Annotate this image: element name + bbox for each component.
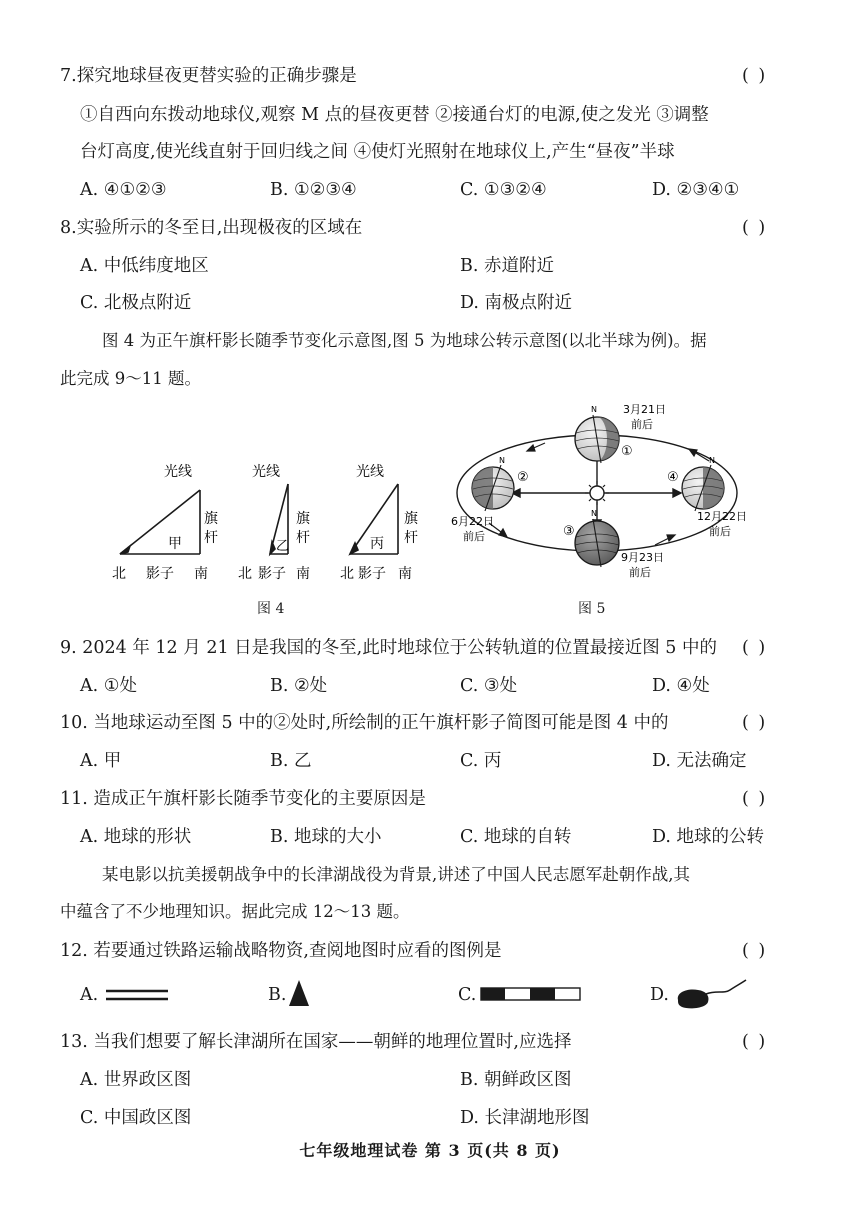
q12-option-a[interactable]: A. (80, 985, 99, 1005)
intro-9-11-line1: 图 4 为正午旗杆影长随季节变化示意图,图 5 为地球公转示意图(以北半球为例)。据 (102, 331, 707, 350)
fig5-north-pole-september: N (591, 509, 597, 518)
fig5-date-december: 12月22日 (697, 510, 747, 523)
q13-answer-bracket[interactable]: ( ) (742, 1032, 768, 1052)
fig5-position-4: ④ (667, 470, 679, 485)
fig4-south-jia: 南 (194, 566, 208, 582)
railway-legend-symbol (104, 986, 170, 1004)
q7-option-d[interactable]: D. ②③④① (652, 180, 740, 200)
q13-option-b[interactable]: B. 朝鲜政区图 (460, 1070, 572, 1090)
q12-option-c[interactable]: C. (458, 985, 477, 1005)
q11-answer-bracket[interactable]: ( ) (742, 789, 768, 809)
q8-answer-bracket[interactable]: ( ) (742, 218, 768, 238)
fig5-earth-september (575, 519, 619, 567)
q10-option-c[interactable]: C. 丙 (460, 751, 502, 771)
fig5-date-march-near: 前后 (631, 418, 653, 431)
q13-stem: 13. 当我们想要了解长津湖所在国家——朝鲜的地理位置时,应选择 (60, 1032, 572, 1052)
figure-5-earth-revolution (445, 395, 775, 590)
fig4-light-label-yi: 光线 (252, 464, 280, 480)
fig5-date-december-near: 前后 (709, 525, 731, 538)
q7-stem: 7.探究地球昼夜更替实验的正确步骤是 (60, 66, 357, 86)
page-footer: 七年级地理试卷 第 3 页(共 8 页) (299, 1141, 561, 1160)
q10-option-d[interactable]: D. 无法确定 (652, 751, 747, 771)
q11-option-c[interactable]: C. 地球的自转 (460, 827, 572, 847)
q12-option-b[interactable]: B. (268, 985, 287, 1005)
fig4-north-bing: 北 (340, 566, 354, 582)
q9-option-c[interactable]: C. ③处 (460, 676, 518, 696)
fig5-date-september: 9月23日 (621, 551, 664, 564)
q13-option-d[interactable]: D. 长津湖地形图 (460, 1108, 590, 1128)
fig4-pole-label-yi-1: 旗 (296, 511, 310, 527)
q9-option-b[interactable]: B. ②处 (270, 676, 328, 696)
fig4-diagram-jia (120, 490, 200, 554)
q10-option-b[interactable]: B. 乙 (270, 751, 312, 771)
fig4-pole-label-jia-1: 旗 (204, 511, 218, 527)
q9-stem: 9. 2024 年 12 月 21 日是我国的冬至,此时地球位于公转轨道的位置最接近图 5 中的 (60, 638, 717, 658)
q7-option-c[interactable]: C. ①③②④ (460, 180, 547, 200)
q7-option-b[interactable]: B. ①②③④ (270, 180, 357, 200)
q9-answer-bracket[interactable]: ( ) (742, 638, 768, 658)
fig4-north-yi: 北 (238, 566, 252, 582)
intro-12-13-line2: 中蕴含了不少地理知识。据此完成 12～13 题。 (60, 902, 410, 921)
fig4-pole-label-bing-2: 杆 (404, 530, 418, 546)
fig4-label-yi: 乙 (276, 539, 290, 554)
q11-option-d[interactable]: D. 地球的公转 (652, 827, 765, 847)
fig4-light-label-bing: 光线 (356, 464, 384, 480)
fig5-earth-march (575, 415, 619, 463)
q13-option-a[interactable]: A. 世界政区图 (80, 1070, 192, 1090)
q7-steps-line2: 台灯高度,使光线直射于回归线之间 ④使灯光照射在地球仪上,产生“昼夜”半球 (80, 142, 675, 162)
q10-option-a[interactable]: A. 甲 (80, 751, 122, 771)
q9-option-a[interactable]: A. ①处 (80, 676, 137, 696)
q12-stem: 12. 若要通过铁路运输战略物资,查阅地图时应看的图例是 (60, 941, 502, 961)
fig4-south-yi: 南 (296, 566, 310, 582)
q11-option-a[interactable]: A. 地球的形状 (80, 827, 192, 847)
intro-12-13-line1: 某电影以抗美援朝战争中的长津湖战役为背景,讲述了中国人民志愿军赴朝作战,其 (102, 865, 690, 884)
fig5-position-1: ① (621, 444, 633, 459)
fig4-north-jia: 北 (112, 566, 126, 582)
fig4-south-bing: 南 (398, 566, 412, 582)
fig4-shadow-yi: 影子 (258, 566, 286, 582)
fig4-pole-label-jia-2: 杆 (204, 530, 218, 546)
figure-4-flagpole-shadows (100, 450, 430, 590)
mountain-peak-icon (287, 978, 311, 1008)
fig4-light-label-jia: 光线 (164, 464, 192, 480)
q9-option-d[interactable]: D. ④处 (652, 676, 710, 696)
q7-answer-bracket[interactable]: ( ) (742, 66, 768, 86)
fig5-date-march: 3月21日 (623, 403, 666, 416)
figure-4-caption: 图 4 (257, 601, 285, 617)
q8-option-a[interactable]: A. 中低纬度地区 (80, 256, 209, 276)
fig5-north-pole-june: N (499, 456, 505, 465)
fig4-label-bing: 丙 (370, 536, 384, 552)
q10-answer-bracket[interactable]: ( ) (742, 713, 768, 733)
q13-option-c[interactable]: C. 中国政区图 (80, 1108, 192, 1128)
q8-stem: 8.实验所示的冬至日,出现极夜的区域在 (60, 218, 363, 238)
fig4-shadow-bing: 影子 (358, 566, 386, 582)
q7-steps-line1: ①自西向东拨动地球仪,观察 M 点的昼夜更替 ②接通台灯的电源,使之发光 ③调整 (80, 105, 709, 125)
fig4-shadow-jia: 影子 (146, 566, 174, 582)
q12-option-d[interactable]: D. (650, 985, 669, 1005)
fig5-date-june: 6月22日 (451, 515, 494, 528)
fig5-earth-december (682, 465, 724, 511)
q10-stem: 10. 当地球运动至图 5 中的②处时,所绘制的正午旗杆影子简图可能是图 4 中的 (60, 713, 669, 733)
fig5-position-2: ② (517, 470, 529, 485)
scale-bar-legend-symbol (480, 986, 582, 1002)
fig5-position-3: ③ (563, 524, 575, 539)
q11-option-b[interactable]: B. 地球的大小 (270, 827, 382, 847)
fig5-date-september-near: 前后 (629, 566, 651, 579)
q8-option-d[interactable]: D. 南极点附近 (460, 293, 573, 313)
lake-river-legend-symbol (672, 978, 748, 1012)
fig5-earth-june (472, 465, 514, 511)
fig5-date-june-near: 前后 (463, 530, 485, 543)
q7-option-a[interactable]: A. ④①②③ (80, 180, 167, 200)
fig4-label-jia: 甲 (168, 536, 182, 552)
fig5-north-pole-march: N (591, 405, 597, 414)
q12-answer-bracket[interactable]: ( ) (742, 941, 768, 961)
figure-5-caption: 图 5 (578, 601, 606, 617)
fig4-pole-label-yi-2: 杆 (296, 530, 310, 546)
q11-stem: 11. 造成正午旗杆影长随季节变化的主要原因是 (60, 789, 426, 809)
q8-option-c[interactable]: C. 北极点附近 (80, 293, 192, 313)
q8-option-b[interactable]: B. 赤道附近 (460, 256, 554, 276)
fig4-pole-label-bing-1: 旗 (404, 511, 418, 527)
intro-9-11-line2: 此完成 9～11 题。 (60, 369, 201, 388)
fig5-north-pole-december: N (709, 456, 715, 465)
